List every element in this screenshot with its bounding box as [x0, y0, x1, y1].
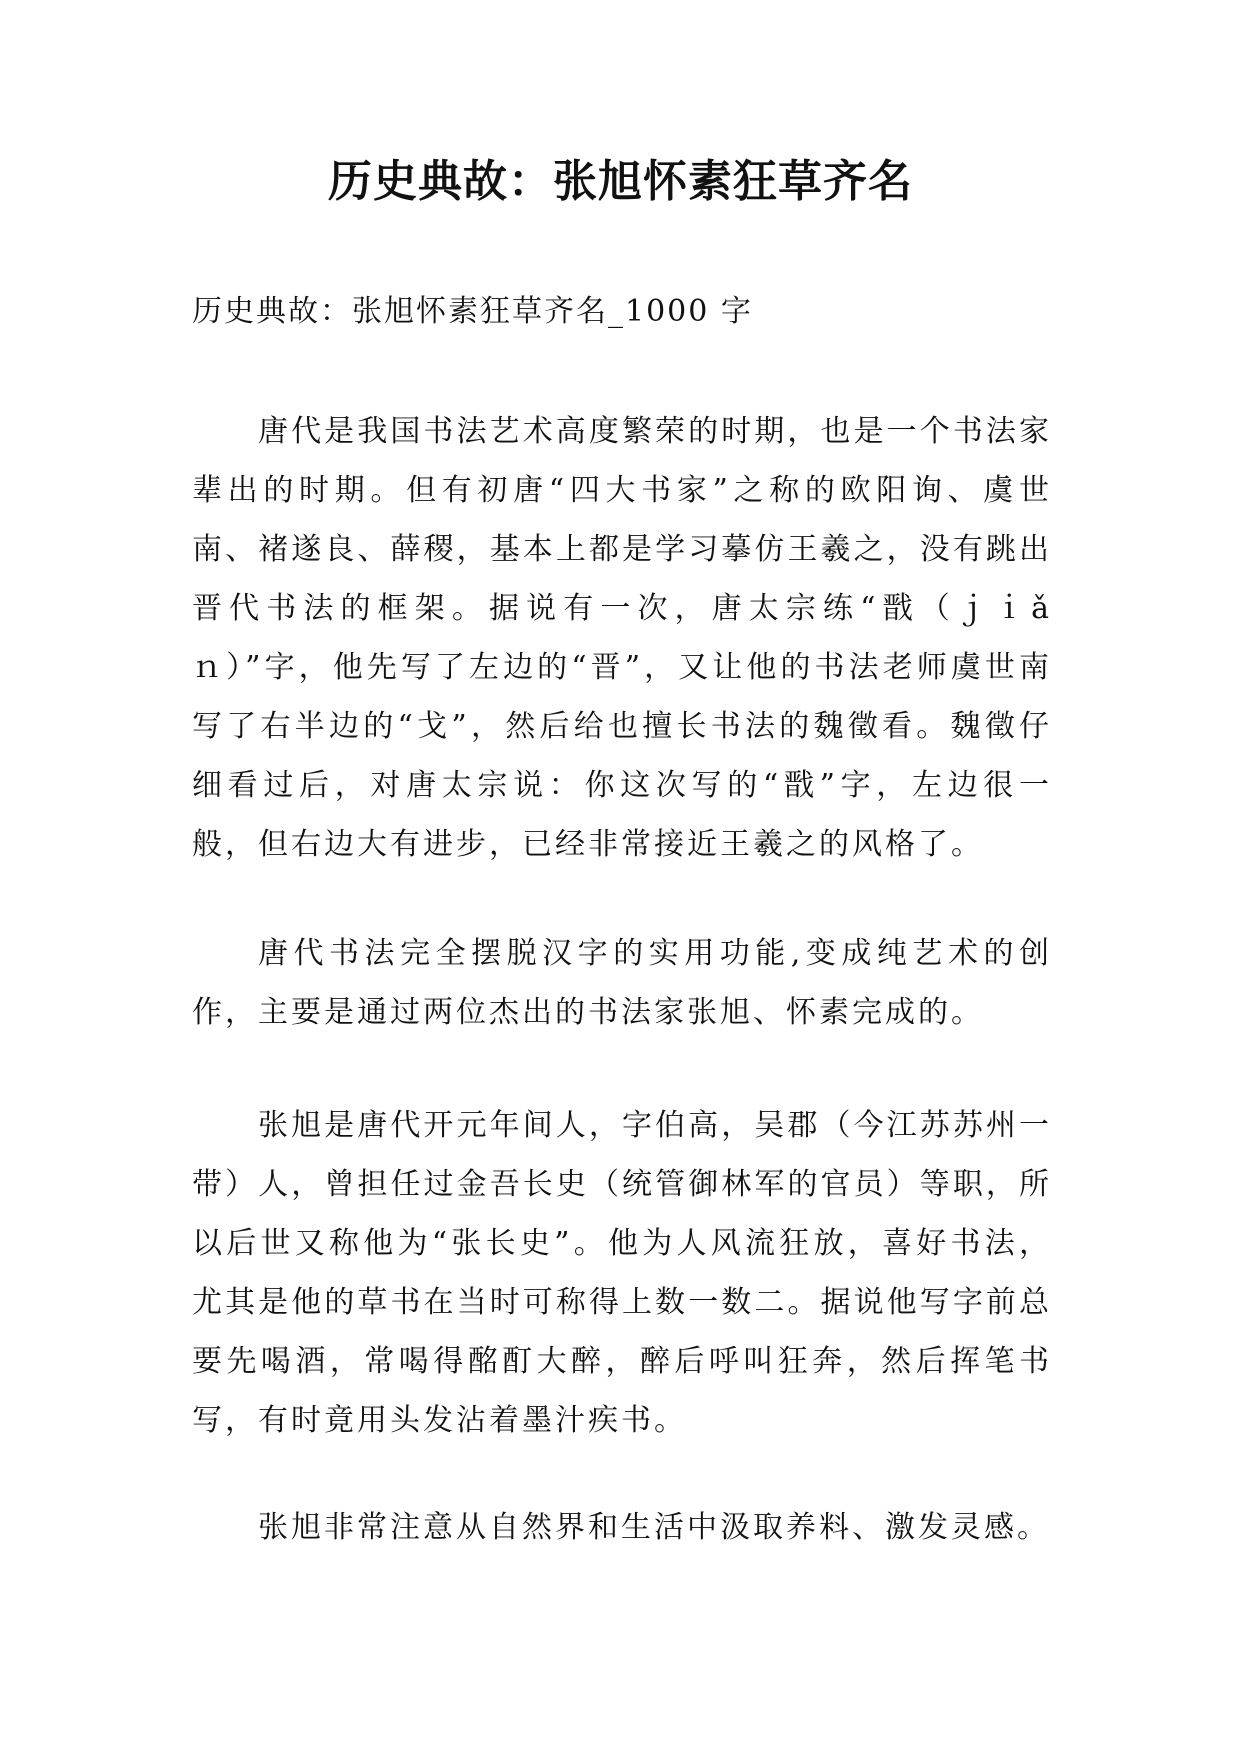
document-subtitle: 历史典故：张旭怀素狂草齐名_1000 字: [192, 294, 753, 329]
paragraph-2: 唐代书法完全摆脱汉字的实用功能,变成纯艺术的创作，主要是通过两位杰出的书法家张旭、怀素完成的。: [192, 936, 1052, 1030]
paragraph-3: 张旭是唐代开元年间人，字伯高，吴郡（今江苏苏州一带）人，曾担任过金吾长史（统管御林军的官员）等职，所以后世又称他为“张长史”。他为人风流狂放，喜好书法，尤其是他的草书在当时可称得上数一数二。据说他写字前总要先喝酒，常喝得酩酊大醉，醉后呼叫狂奔，然后挥笔书写，有时竟用头发沾着墨汁疾书。: [192, 1108, 1052, 1438]
page-title: 历史典故：张旭怀素狂草齐名: [328, 156, 913, 207]
paragraph-4: 张旭非常注意从自然界和生活中汲取养料、激发灵感。: [258, 1510, 1050, 1545]
paragraph-1: 唐代是我国书法艺术高度繁荣的时期，也是一个书法家辈出的时期。但有初唐“四大书家”之称的欧阳询、虞世南、褚遂良、薛稷，基本上都是学习摹仿王羲之，没有跳出晋代书法的框架。据说有一次，唐太宗练“戬（ｊｉǎｎ）”字，他先写了左边的“晋”，又让他的书法老师虞世南写了右半边的“戈”，然后给也擅长书法的魏徵看。魏徵仔细看过后，对唐太宗说：你这次写的“戬”字，左边很一般，但右边大有进步，已经非常接近王羲之的风格了。: [192, 414, 1052, 862]
